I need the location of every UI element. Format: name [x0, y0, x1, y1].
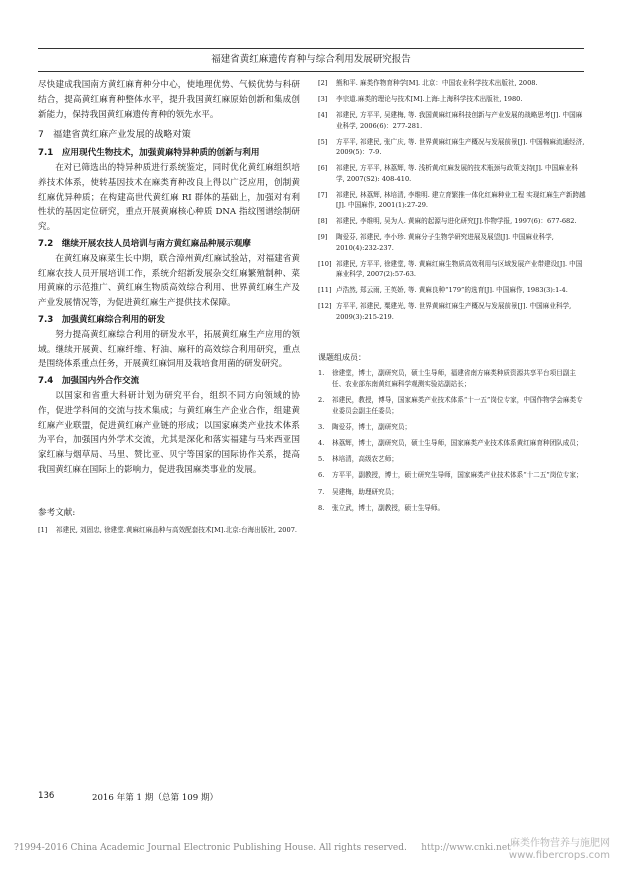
- member-item-text: 吴建梅，助理研究员；: [332, 487, 398, 496]
- reference-item-text: 祁建民, 方平平, 吴建梅, 等. 我国黄麻红麻科技创新与产业发展的战略思考[J]. 中国麻业科学, 2006(6)：277-281.: [336, 110, 583, 130]
- member-item-number: 4.: [318, 438, 325, 447]
- section-7-1-heading: 7.1 应用现代生物技术，加强黄麻特异种质的创新与利用: [38, 148, 260, 159]
- member-item: [318, 368, 586, 389]
- copyright-text: ?1994-2016 China Academic Journal Electronic Publishing House. All rights reserved.: [14, 843, 407, 853]
- reference-item-text: 方平平, 祁建民, 张广庆, 等. 世界黄麻红麻生产概况与发展前景[J]. 中国棉麻流通经济, 2009(5)：7-9.: [336, 137, 585, 157]
- reference-item-number: [10]: [318, 259, 332, 268]
- reference-item-number: [4]: [318, 110, 328, 119]
- intro-paragraph: 尽快建成我国南方黄红麻育种分中心，使地理优势、气候优势与科研结合，提高黄红麻育种整体水平，提升我国黄红麻原始创新和集成创新能力，保持我国黄红麻遗传育种的领先水平。: [38, 80, 300, 120]
- reference-item-number: [7]: [318, 190, 328, 199]
- reference-item-text: 熊和平. 麻类作物育种学[M]. 北京：中国农业科学技术出版社, 2008.: [336, 79, 538, 87]
- member-item-number: 7.: [318, 487, 325, 496]
- journal-title: 福建省黄红麻遗传育种与综合利用发展研究报告: [211, 54, 411, 65]
- reference-item: [318, 78, 586, 89]
- reference-item: [318, 232, 586, 253]
- reference-item: [38, 525, 300, 535]
- right-column: [318, 78, 586, 519]
- reference-item-text: 祁建民, 林荔辉, 林培清, 李维明. 建立育繁推一体化红麻种业工程 实现红麻生产新跨越[J]. 中国麻作, 2001(1):27-29.: [336, 190, 586, 210]
- reference-item: [318, 163, 586, 184]
- reference-item-text: 李宗道.麻类的理论与技术[M].上海:上海科学技术出版社, 1980.: [336, 94, 523, 103]
- reference-item-text: 陶爱芬, 祁建民, 李小珍. 黄麻分子生物学研究进展及展望[J]. 中国麻业科学, 2010(4):232-237.: [336, 233, 554, 252]
- reference-item-text: 祁建民, 李维明, 吴为人. 黄麻的起源与进化研究[J].作物学报, 1997(6)：677-682.: [336, 217, 577, 226]
- reference-item-number: [3]: [318, 94, 328, 103]
- issue-info: 2016 年第 1 期（总第 109 期）: [92, 793, 219, 803]
- reference-item: [318, 110, 586, 131]
- member-item: [318, 503, 586, 514]
- reference-item: [318, 94, 586, 105]
- member-item-text: 陶爱芬，博士，副研究员；: [332, 422, 412, 431]
- member-item-number: 6.: [318, 471, 325, 480]
- member-item-text: 祁建民，教授，博导，国家麻类产业技术体系“十一五”岗位专家，中国作物学会麻类专业委员会副主任委员；: [332, 395, 583, 415]
- member-item: [318, 487, 586, 498]
- member-item-text: 林荔辉，博士，副研究员，硕士生导师，国家麻类产业技术体系黄红麻育种团队成员；: [332, 438, 583, 447]
- watermark-url: www.fibercrops.com: [508, 850, 610, 861]
- member-item: [318, 395, 586, 416]
- running-header: [38, 48, 584, 72]
- section-7-1-text: 在对已筛选出的特异种质进行系统鉴定，同时优化黄红麻组织培养技术体系，使转基因技术在麻类育种改良上得以广泛应用，创制黄红麻优异种质；在构建高世代黄红麻 RI 群体的基础上，加强对有利性状的基因定位研究，重点开展黄麻核心种质 DNA 指纹图谱绘制研究。: [38, 162, 300, 233]
- section-7-heading: 7 福建省黄红麻产业发展的战略对策: [38, 129, 191, 141]
- reference-item-text: 祁建民, 方平平, 林荔辉, 等. 浅析黄/红麻发展的技术瓶颈与政策支持[J]. 中国麻业科学, 2007(S2): 408-410.: [336, 164, 578, 183]
- member-item-number: 1.: [318, 369, 325, 378]
- reference-list: [318, 78, 586, 323]
- reference-item: [318, 190, 586, 211]
- cnki-link[interactable]: http://www.cnki.net: [421, 843, 511, 853]
- site-watermark: [509, 838, 610, 862]
- reference-item-text: 祁建民, 方平平, 徐建堂, 等. 黄麻红麻生物质高效利用与区域发展产业带建设[J]. 中国麻业科学, 2007(2):57-63.: [336, 259, 583, 279]
- section-7-3-text: 努力提高黄红麻综合利用的研发水平，拓展黄红麻生产应用的领域。继续开展黄、红麻纤维、籽油、麻秆的高效综合利用研究，重点是围绕体系重点任务，开展黄红麻饲用及栽培食用菌的研发研究。: [38, 329, 300, 370]
- reference-item-number: [12]: [318, 302, 332, 311]
- member-item-number: 5.: [318, 455, 325, 464]
- reference-item-text: 方平平, 祁建民, 粟建光, 等. 世界黄麻红麻生产概况与发展前景[J]. 中国麻业科学, 2009(3):215-219.: [336, 302, 572, 321]
- watermark-name: 麻类作物营养与施肥网: [510, 838, 610, 849]
- member-item-number: 3.: [318, 422, 325, 431]
- reference-item-text: 卢浩然, 郑云雨, 王英娇, 等. 黄麻良种“179”的选育[J]. 中国麻作, 1983(3):1-4.: [336, 286, 568, 295]
- member-item-number: 8.: [318, 503, 325, 512]
- section-7-4-heading: 7.4 加强国内外合作交流: [38, 376, 140, 387]
- section-7-3-heading: 7.3 加强黄红麻综合利用的研发: [38, 314, 165, 325]
- reference-item: [318, 137, 586, 158]
- member-item-text: 林培清，高级农艺师；: [332, 455, 398, 464]
- member-item: [318, 438, 586, 449]
- reference-item-number: [6]: [318, 164, 328, 173]
- page-number: 136: [38, 791, 55, 801]
- reference-number: [1]: [38, 525, 48, 534]
- reference-item: [318, 301, 586, 322]
- reference-item: [318, 216, 586, 227]
- reference-item-number: [9]: [318, 233, 328, 242]
- reference-text: 祁建民, 刘固忠, 徐建堂.黄麻红麻品种与高效配套技术[M].北京:台海出版社, 2007.: [56, 525, 297, 534]
- section-7-2-text: 在黄红麻及麻菜生长中期，联合漳州黄/红麻试验站，对福建省黄红麻农技人员开展培训工作，系统介绍新发展杂交红麻繁殖制种、菜用黄麻的示范推广、黄红麻生物质高效综合利用、世界黄红麻生产及产业发展情况等，为促进黄红麻生产提供技术保障。: [38, 253, 300, 309]
- member-item: [318, 470, 586, 481]
- reference-item: [318, 285, 586, 296]
- member-item-text: 方平平，副教授，博士，硕士研究生导师，国家麻类产业技术体系“十二五”岗位专家；: [332, 471, 583, 480]
- member-item-number: 2.: [318, 395, 325, 404]
- left-column: [38, 78, 300, 537]
- reference-item-number: [5]: [318, 137, 328, 146]
- members-list: [318, 368, 586, 513]
- member-item: [318, 422, 586, 433]
- section-7-4-text: 以国家和省重大科研计划为研究平台，组织不同方向领域的协作，促进学科间的交流与技术集成；与黄红麻生产企业合作，组建黄红麻产业联盟，促进黄红麻产业链的形成；以国家麻类产业技术体系为平台，加强国内外学术交流，尤其是深化和落实福建与马来西亚国家红麻与烟草局、马里、赞比亚、贝宁等国家的国际协作关系，提高我国黄红麻在国际上的影响力，促进我国麻类事业的发展。: [38, 390, 300, 475]
- references-heading: 参考文献:: [38, 507, 76, 518]
- reference-item-number: [2]: [318, 79, 328, 87]
- member-item: [318, 454, 586, 465]
- member-item-text: 张立武，博士，副教授，硕士生导师。: [332, 503, 445, 512]
- reference-item-number: [8]: [318, 217, 328, 226]
- reference-item: [318, 259, 586, 280]
- member-item-text: 徐建堂，博士，副研究员，硕士生导师，福建省南方麻类种质资源共享平台项目副主任、农业部东南黄红麻科学观测实验站副站长；: [332, 369, 576, 388]
- section-7-2-heading: 7.2 继续开展农技人员培训与南方黄红麻品种展示观摩: [38, 238, 251, 249]
- reference-item-number: [11]: [318, 286, 332, 295]
- members-heading: 课题组成员：: [318, 352, 366, 362]
